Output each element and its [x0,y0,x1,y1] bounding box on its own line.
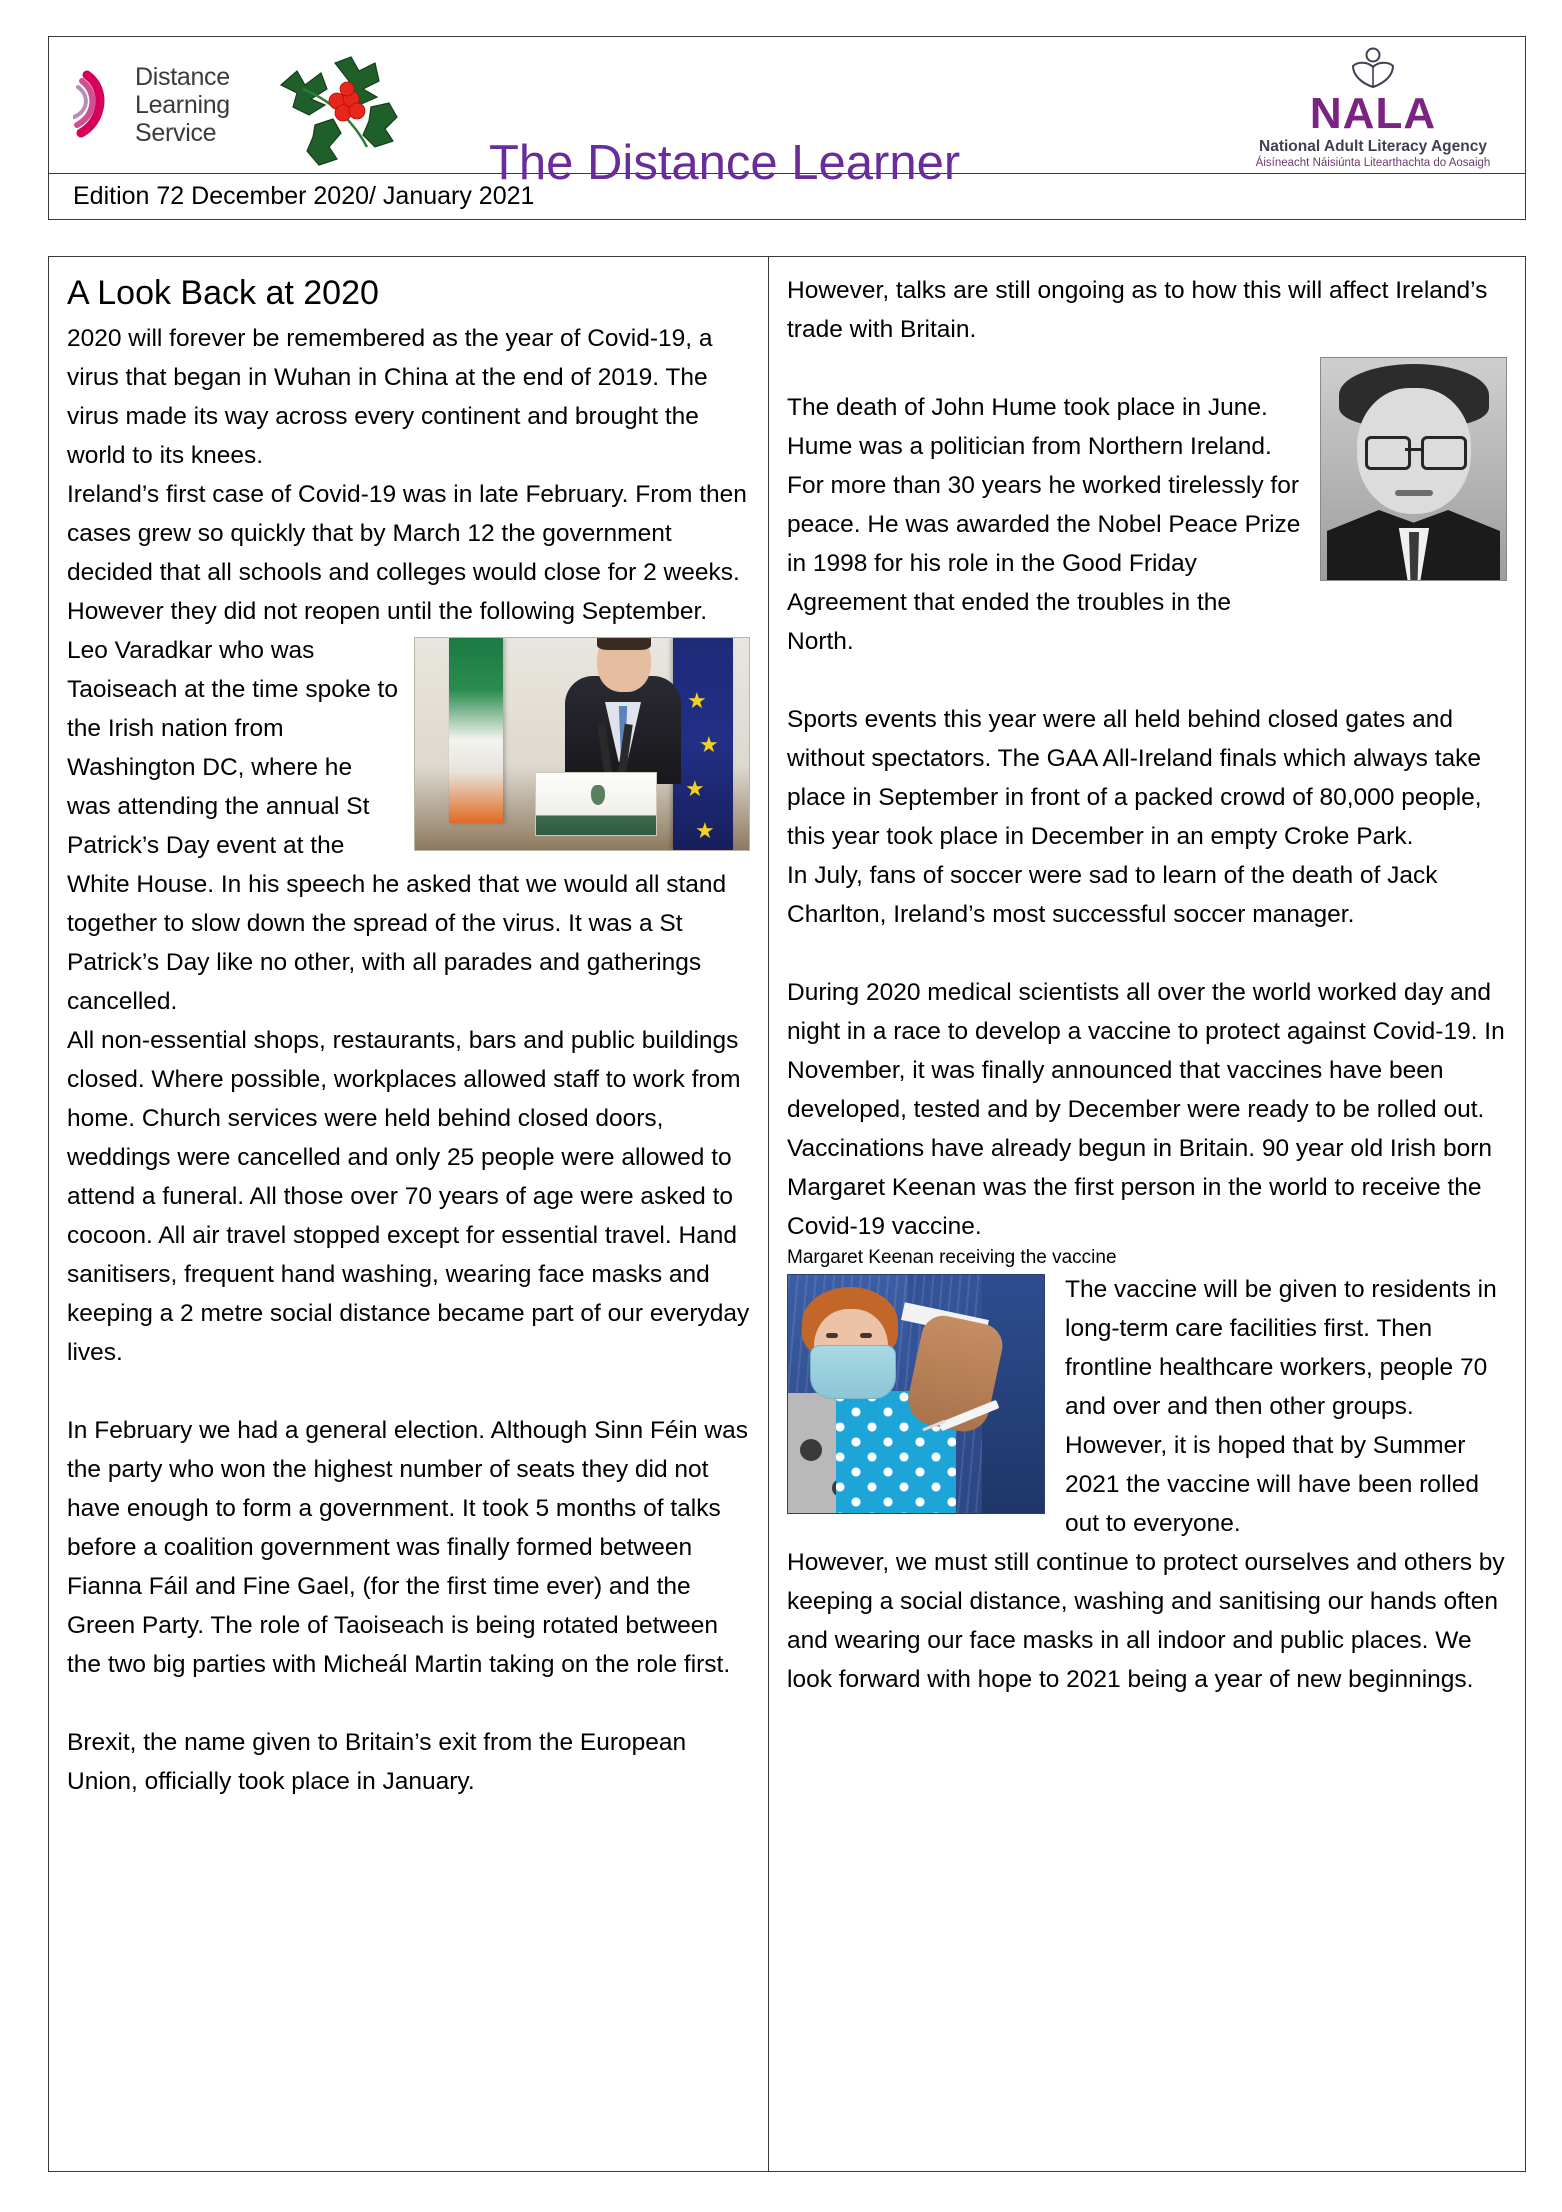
speaker-hair [597,637,651,650]
nala-logo [1235,45,1511,167]
hume-mouth [1395,490,1433,496]
left-paragraph-2: Ireland’s first case of Covid-19 was in late February. From then cases grew so quickly that by March 12 the government decided that all schools and colleges would close for 2 weeks. However they did not reopen until the following September. [67,481,747,625]
right-paragraph-7: The vaccine will be given to residents in long-term care facilities first. Then frontline healthcare workers, people 70 and over and then other groups. [1065,1276,1497,1420]
dls-line-1: Distance [135,63,230,91]
dls-line-2: Learning [135,91,230,119]
right-paragraph-1: However, talks are still ongoing as to how this will affect Ireland’s trade with Britain. [787,277,1488,343]
right-paragraph-5: During 2020 medical scientists all over the world worked day and night in a race to develop a vaccine to protect against Covid-19. In November, it was finally announced that vaccines have been developed, tested and by December were ready to be rolled out. [787,979,1505,1123]
glasses-icon [1365,436,1411,470]
right-paragraph-9: However, we must still continue to protect ourselves and others by keeping a social distance, washing and sanitising our hands often and wearing our face masks in all indoor and public places. We look forward with hope to 2021 being a year of new beginnings. [787,1549,1505,1693]
patient-eye [860,1333,872,1338]
left-column [49,257,769,2171]
photo-john-hume [1320,357,1507,581]
left-paragraph-3: Leo Varadkar who was Taoiseach at the time spoke to the Irish nation from Washington DC, where he was attending the annual St Patrick’s Day event at the White House. In his speech he asked that we would all stand together to slow down the spread of the virus. It was a St Patrick’s Day like no other, with all parades and gatherings cancelled. [67,637,727,1015]
podium [535,772,657,836]
dls-logo-text [135,63,230,147]
left-paragraph-4: All non-essential shops, restaurants, bars and public buildings closed. Where possible, workplaces allowed staff to work from home. Church services were held behind closed doors, weddings were cancelled and only 25 people were allowed to attend a funeral. All those over 70 years of age were asked to cocoon. All air travel stopped except for essential travel. Hand sanitisers, frequent hand washing, wearing face masks and keeping a 2 metre social distance became part of our everyday lives. [67,1027,750,1366]
eu-star-icon: ★ [699,732,719,757]
nala-reader-icon [1347,47,1399,91]
edition-bar [48,174,1526,220]
eu-star-icon: ★ [687,688,707,713]
photo-leo-varadkar [414,637,750,851]
holly-sprig-icon [275,55,399,167]
left-paragraph-1: 2020 will forever be remembered as the year of Covid-19, a virus that began in Wuhan in China at the end of 2019. The virus made its way across every continent and brought the world to its knees. [67,325,713,469]
nala-acronym: NALA [1309,89,1437,138]
glasses-bridge [1405,448,1421,451]
irish-flag [449,638,503,823]
right-paragraph-8: However, it is hoped that by Summer 2021 the vaccine will have been rolled out to everyone. [1065,1432,1480,1537]
dls-line-3: Service [135,119,217,147]
photo-caption-keenan: Margaret Keenan receiving the vaccine [787,1247,1117,1268]
signal-waves-icon [73,69,129,139]
page-title: The Distance Learner [489,136,961,190]
government-crest-icon [591,785,605,805]
distance-learning-service-logo [63,49,263,159]
right-paragraph-4: In July, fans of soccer were sad to learn of the death of Jack Charlton, Ireland’s most successful soccer manager. [787,862,1438,928]
nala-name-english: National Adult Literacy Agency [1259,138,1487,155]
cardigan-dot [800,1439,822,1461]
eu-star-icon: ★ [695,818,715,843]
photo-margaret-keenan [787,1274,1045,1514]
article-heading: A Look Back at 2020 [67,274,379,312]
right-paragraph-3: Sports events this year were all held behind closed gates and without spectators. The GAA All-Ireland finals which always take place in September in front of a packed crowd of 80,000 people, this year took place in December in an empty Croke Park. [787,706,1482,850]
article-body [48,256,1526,2172]
glasses-icon [1421,436,1467,470]
eu-star-icon: ★ [685,776,705,801]
patient-eye [826,1333,838,1338]
edition-text: Edition 72 December 2020/ January 2021 [73,182,535,210]
right-column [769,257,1525,2171]
right-paragraph-6: Vaccinations have already begun in Britain. 90 year old Irish born Margaret Keenan was the first person in the world to receive the Covid-19 vaccine. [787,1135,1493,1240]
face-mask-icon [810,1345,896,1399]
eu-flag [673,638,733,850]
left-paragraph-6: Brexit, the name given to Britain’s exit from the European Union, officially took place in January. [67,1729,687,1795]
left-paragraph-5: In February we had a general election. Although Sinn Féin was the party who won the highest number of seats they did not have enough to form a government. It took 5 months of talks before a coalition government was finally formed between Fianna Fáil and Fine Gael, (for the first time ever) and the Green Party. The role of Taoiseach is being rotated between the two big parties with Micheál Martin taking on the role first. [67,1417,748,1678]
nala-name-irish: Áisíneacht Náisiúnta Litearthachta do Aosaigh [1255,157,1491,169]
masthead [48,36,1526,190]
speaker-head [597,637,651,692]
right-paragraph-2: The death of John Hume took place in June. Hume was a politician from Northern Ireland. For more than 30 years he worked tirelessly for peace. He was awarded the Nobel Peace Prize in 1998 for his role in the Good Friday Agreement that ended the troubles in the North. [787,394,1301,655]
